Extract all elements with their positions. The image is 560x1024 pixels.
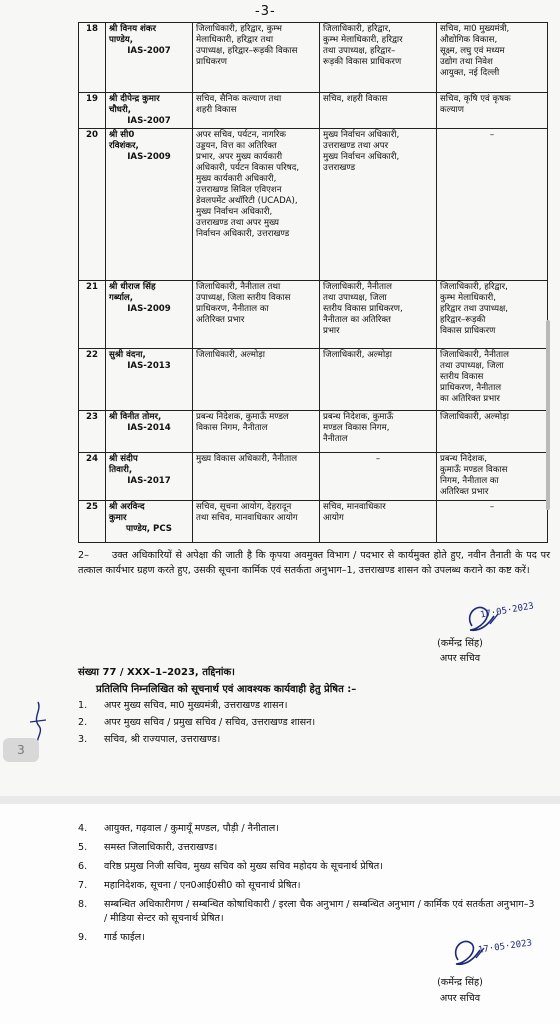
officer-name-line: श्री विनीत तोमर, bbox=[109, 412, 162, 422]
post-text-line: प्राधिकरण, नैनीताल bbox=[440, 383, 502, 393]
copy-list-top bbox=[78, 699, 538, 750]
serial-number: 23 bbox=[79, 411, 106, 453]
post-text-line: उत्तराखण्ड तथा अपर मुख्य bbox=[196, 218, 280, 228]
new-post-cell bbox=[437, 93, 548, 129]
officer-name-cell bbox=[106, 281, 193, 349]
relieved-post-cell bbox=[320, 23, 437, 93]
list-item-text: सम्बन्धित अधिकारीगण / सम्बन्धित कोषाधिकारी / इरला चैक अनुभाग / सम्बन्धित अनुभाग / कार्मिक एवं सतर्कता अनुभाग–3 / मीडिया सेन्टर को सूचनार्थ प्रेषित। bbox=[104, 899, 535, 924]
post-text-line: – bbox=[489, 130, 495, 140]
officer-name-cell bbox=[106, 349, 193, 411]
list-item bbox=[78, 822, 538, 836]
list-item-number: 4. bbox=[78, 823, 88, 834]
post-text-line: जिलाधिकारी, हरिद्वार, bbox=[440, 282, 508, 292]
post-text-line: सचिव, मा0 मुख्यमंत्री, bbox=[440, 24, 510, 34]
list-item-number: 5. bbox=[78, 842, 88, 853]
signature-2-date: 17·05·2023 bbox=[477, 938, 533, 956]
officer-name-line: श्री सी0 bbox=[109, 130, 135, 140]
post-text-line: मुख्य विकास अधिकारी, नैनीताल bbox=[196, 454, 298, 464]
officer-cadre: IAS-2007 bbox=[127, 46, 171, 56]
current-post-cell bbox=[193, 411, 320, 453]
post-text-line: उत्तराखण्ड सिविल एविएशन bbox=[196, 185, 282, 195]
post-text-line: सचिव, शहरी विकास bbox=[323, 94, 388, 104]
list-item-text: अपर मुख्य सचिव / प्रमुख सचिव / सचिव, उत्तराखण्ड शासन। bbox=[104, 717, 316, 728]
table-row bbox=[79, 501, 548, 543]
list-item-number: 6. bbox=[78, 861, 88, 872]
instruction-paragraph bbox=[78, 548, 550, 578]
serial-number: 22 bbox=[79, 349, 106, 411]
post-text-line: उपाध्यक्ष, हरिद्वार–रूड़की विकास bbox=[196, 46, 298, 56]
relieved-post-cell bbox=[320, 93, 437, 129]
officer-name-line: श्री अरविन्द bbox=[109, 502, 145, 512]
list-item bbox=[78, 699, 538, 713]
post-text-line: अतिरिक्त प्रभार bbox=[440, 487, 489, 497]
post-text-line: जिलाधिकारी, नैनीताल तथा bbox=[196, 282, 281, 292]
page-number: -3- bbox=[255, 4, 276, 19]
post-text-line: प्रबन्ध निदेशक, कुमाऊँ bbox=[323, 412, 394, 422]
post-text-line: तथा उपाध्यक्ष, हरिद्वार– bbox=[323, 46, 396, 56]
list-item-text: गार्ड फाईल। bbox=[104, 932, 145, 943]
table-row bbox=[79, 453, 548, 501]
post-text-line: हरिद्वार तथा उपाध्यक्ष, bbox=[440, 304, 508, 314]
officer-cadre: IAS-2007 bbox=[127, 116, 171, 126]
post-text-line: नैनीताल का अतिरिक्त bbox=[323, 315, 391, 325]
paragraph-text: उक्त अधिकारियों से अपेक्षा की जाती है कि कृपया अवमुक्त विभाग / पदभार से कार्यमुक्त होते हुए, नवीन तैनाती के पद पर तत्काल कार्यभार ग्रहण करते हुए, उसकी सूचना कार्मिक एवं सतर्कता अनुभाग–1, उत्तराखण्ड शासन को उपलब्ध कराने का कष्ट करें। bbox=[78, 550, 550, 576]
list-item bbox=[78, 898, 538, 926]
officer-name-line: श्री संदीप bbox=[109, 454, 138, 464]
signature-2-icon bbox=[446, 934, 556, 978]
post-text-line: जिलाधिकारी, अल्मोड़ा bbox=[440, 412, 509, 422]
copy-list-bottom bbox=[78, 822, 538, 950]
post-text-line: सचिव, सैनिक कल्याण तथा bbox=[196, 94, 282, 104]
table-row bbox=[79, 23, 548, 93]
officer-name-cell bbox=[106, 501, 193, 543]
serial-number: 18 bbox=[79, 23, 106, 93]
post-text-line: अतिरिक्त प्रभार bbox=[196, 315, 245, 325]
relieved-post-cell bbox=[320, 281, 437, 349]
officer-cadre: IAS-2009 bbox=[127, 304, 171, 314]
officer-cadre: IAS-2009 bbox=[127, 152, 171, 162]
viewer-page-badge[interactable]: 3 bbox=[3, 738, 39, 762]
relieved-post-cell bbox=[320, 411, 437, 453]
post-text-line: स्तरीय विकास प्राधिकरण, bbox=[323, 304, 403, 314]
post-text-line: प्रभार bbox=[323, 326, 340, 336]
table-row bbox=[79, 349, 548, 411]
post-text-line: – bbox=[375, 454, 381, 464]
relieved-post-cell bbox=[320, 453, 437, 501]
post-text-line: नैनीताल bbox=[323, 434, 348, 444]
current-post-cell bbox=[193, 23, 320, 93]
post-text-line: सचिव, कृषि एवं कृषक bbox=[440, 94, 511, 104]
post-text-line: मेलाधिकारी, हरिद्वार तथा bbox=[196, 35, 274, 45]
officer-name-line: चौधरी, bbox=[109, 105, 131, 115]
officer-cadre: IAS-2017 bbox=[127, 476, 171, 486]
serial-number: 20 bbox=[79, 129, 106, 281]
relieved-post-cell bbox=[320, 129, 437, 281]
new-post-cell bbox=[437, 281, 548, 349]
officer-name-line: श्री धीराज सिंह bbox=[109, 282, 156, 292]
officer-cadre: पाण्डेय, PCS bbox=[126, 524, 172, 534]
list-item-text: अपर मुख्य सचिव, मा0 मुख्यमंत्री, उत्तराखण्ड शासन। bbox=[104, 700, 288, 711]
post-text-line: उद्योग तथा निवेश bbox=[440, 57, 493, 67]
list-item-text: सचिव, श्री राज्यपाल, उत्तराखण्ड। bbox=[104, 734, 221, 745]
officer-name-line: श्री विनय शंकर bbox=[109, 24, 157, 34]
post-text-line: प्रबन्ध निदेशक, कुमाऊँ मण्डल bbox=[196, 412, 289, 422]
officer-name-cell bbox=[106, 453, 193, 501]
signature-1-date: 17·05·2023 bbox=[479, 601, 535, 621]
signature-1-name: (कर्मेन्द्र सिंह) bbox=[437, 638, 483, 649]
post-text-line: मुख्य निर्वाचन अधिकारी, bbox=[323, 152, 400, 162]
post-text-line: मुख्य कार्यकारी अधिकारी, bbox=[196, 174, 277, 184]
post-text-line: प्राधिकरण, नैनीताल का bbox=[196, 304, 269, 314]
table-row bbox=[79, 281, 548, 349]
officer-cadre: IAS-2013 bbox=[127, 361, 171, 371]
officer-name-line: कुमार bbox=[109, 513, 127, 523]
post-text-line: प्रबन्ध निदेशक, bbox=[440, 454, 487, 464]
post-text-line: कुमाऊँ मण्डल विकास bbox=[440, 465, 508, 475]
list-item-number: 2. bbox=[78, 717, 88, 728]
officer-name-line: पाण्डेय, bbox=[109, 35, 134, 45]
post-text-line: उपाध्यक्ष, जिला स्तरीय विकास bbox=[196, 293, 291, 303]
post-text-line: प्राधिकरण bbox=[196, 57, 227, 67]
post-text-line: जिलाधिकारी, नैनीताल bbox=[323, 282, 392, 292]
post-text-line: सूक्ष्म, लघु एवं मध्यम bbox=[440, 46, 505, 56]
post-text-line: अपर सचिव, पर्यटन, नागरिक bbox=[196, 130, 287, 140]
officer-name-line: श्री दीपेन्द्र कुमार bbox=[109, 94, 160, 104]
post-text-line: तथा उपाध्यक्ष, जिला bbox=[323, 293, 387, 303]
post-text-line: प्रभार, अपर मुख्य कार्यकारी bbox=[196, 152, 283, 162]
scrollbar[interactable] bbox=[546, 320, 550, 510]
list-item bbox=[78, 860, 538, 874]
list-item-number: 3. bbox=[78, 734, 88, 745]
post-text-line: अधिकारी, पर्यटन विकास परिषद, bbox=[196, 163, 300, 173]
post-text-line: डेवलपमेंट अथॉरिटी (UCADA), bbox=[196, 196, 298, 206]
officer-name-line: तिवारी, bbox=[109, 465, 133, 475]
post-text-line: जिलाधिकारी, हरिद्वार, कुम्भ bbox=[196, 24, 282, 34]
post-text-line: मुख्य निर्वाचन अधिकारी, bbox=[196, 207, 273, 217]
list-item-number: 8. bbox=[78, 899, 88, 910]
post-text-line: विकास निगम, नैनीताल bbox=[196, 423, 268, 433]
post-text-line: तथा सचिव, मानवाधिकार आयोग bbox=[196, 513, 298, 523]
serial-number: 24 bbox=[79, 453, 106, 501]
officer-name-line: रविशंकर, bbox=[109, 141, 139, 151]
post-text-line: विकास प्राधिकरण bbox=[440, 326, 496, 336]
list-item bbox=[78, 733, 538, 747]
post-text-line: – bbox=[489, 502, 495, 512]
paragraph-number: 2– bbox=[78, 550, 89, 561]
post-text-line: कुम्भ मेलाधिकारी, हरिद्वार bbox=[323, 35, 403, 45]
current-post-cell bbox=[193, 349, 320, 411]
relieved-post-cell bbox=[320, 349, 437, 411]
list-item-text: समस्त जिलाधिकारी, उत्तराखण्ड। bbox=[104, 842, 218, 853]
officer-name-cell bbox=[106, 23, 193, 93]
officer-cadre: IAS-2014 bbox=[127, 423, 171, 433]
post-text-line: उत्तराखण्ड bbox=[323, 163, 356, 173]
post-text-line: कल्याण bbox=[440, 105, 464, 115]
current-post-cell bbox=[193, 93, 320, 129]
officer-name-cell bbox=[106, 411, 193, 453]
list-item-number: 1. bbox=[78, 700, 88, 711]
serial-number: 25 bbox=[79, 501, 106, 543]
table-row bbox=[79, 129, 548, 281]
list-item-text: वरिष्ठ प्रमुख निजी सचिव, मुख्य सचिव को मुख्य सचिव महोदय के सूचनार्थ प्रेषित। bbox=[104, 861, 383, 872]
post-text-line: कुम्भ मेलाधिकारी, bbox=[440, 293, 496, 303]
relieved-post-cell bbox=[320, 501, 437, 543]
current-post-cell bbox=[193, 129, 320, 281]
serial-number: 19 bbox=[79, 93, 106, 129]
post-text-line: औद्योगिक विकास, bbox=[440, 35, 498, 45]
list-item-text: आयुक्त, गढ़वाल / कुमायूँ मण्डल, पौड़ी / नैनीताल। bbox=[104, 823, 279, 834]
current-post-cell bbox=[193, 501, 320, 543]
post-text-line: सचिव, सूचना आयोग, देहरादून bbox=[196, 502, 292, 512]
post-text-line: आयोग bbox=[323, 513, 344, 523]
post-text-line: निगम, नैनीताल का bbox=[440, 476, 499, 486]
list-item-number: 9. bbox=[78, 932, 88, 943]
officer-transfer-table bbox=[78, 22, 548, 543]
reference-number: संख्या 77 / XXX–1–2023, तद्दिनांक। bbox=[78, 667, 235, 678]
serial-number: 21 bbox=[79, 281, 106, 349]
post-text-line: जिलाधिकारी, अल्मोड़ा bbox=[323, 350, 392, 360]
list-item bbox=[78, 879, 538, 893]
list-item bbox=[78, 841, 538, 855]
officer-name-cell bbox=[106, 93, 193, 129]
new-post-cell bbox=[437, 411, 548, 453]
current-post-cell bbox=[193, 281, 320, 349]
table-row bbox=[79, 411, 548, 453]
post-text-line: उत्तराखण्ड तथा अपर bbox=[323, 141, 389, 151]
post-text-line: जिलाधिकारी, नैनीताल bbox=[440, 350, 509, 360]
post-text-line: जिलाधिकारी, अल्मोड़ा bbox=[196, 350, 265, 360]
list-item-text: महानिदेशक, सूचना / एन0आई0सी0 को सूचनार्थ प्रेषित। bbox=[104, 880, 301, 891]
post-text-line: तथा उपाध्यक्ष, जिला bbox=[440, 361, 504, 371]
officer-name-line: गर्ब्याल, bbox=[109, 293, 134, 303]
post-text-line: जिलाधिकारी, हरिद्वार, bbox=[323, 24, 391, 34]
post-text-line: उड्डयन, वित्त का अतिरिक्त bbox=[196, 141, 277, 151]
post-text-line: निर्वाचन अधिकारी, उत्तराखण्ड bbox=[196, 229, 290, 239]
post-text-line: का अतिरिक्त प्रभार bbox=[440, 394, 500, 404]
officer-name-line: सुश्री वंदना, bbox=[109, 350, 146, 360]
new-post-cell bbox=[437, 129, 548, 281]
post-text-line: रूड़की विकास प्राधिकरण bbox=[323, 57, 402, 67]
current-post-cell bbox=[193, 453, 320, 501]
new-post-cell bbox=[437, 453, 548, 501]
post-text-line: सचिव, मानवाधिकार bbox=[323, 502, 386, 512]
table-row bbox=[79, 93, 548, 129]
signature-2-designation: अपर सचिव bbox=[439, 993, 481, 1004]
officer-name-cell bbox=[106, 129, 193, 281]
post-text-line: शहरी विकास bbox=[196, 105, 237, 115]
post-text-line: हरिद्वार–रूड़की bbox=[440, 315, 486, 325]
list-item-number: 7. bbox=[78, 880, 88, 891]
post-text-line: स्तरीय विकास bbox=[440, 372, 484, 382]
list-item bbox=[78, 716, 538, 730]
new-post-cell bbox=[437, 501, 548, 543]
new-post-cell bbox=[437, 349, 548, 411]
post-text-line: मुख्य निर्वाचन अधिकारी, bbox=[323, 130, 400, 140]
signature-2-name: (कर्मेन्द्र सिंह) bbox=[437, 977, 483, 988]
new-post-cell bbox=[437, 23, 548, 93]
copy-heading: प्रतिलिपि निम्नलिखित को सूचनार्थ एवं आवश्यक कार्यवाही हेतु प्रेषित :– bbox=[96, 684, 357, 695]
post-text-line: आयुक्त, नई दिल्ली bbox=[440, 68, 500, 78]
signature-1-designation: अपर सचिव bbox=[439, 653, 481, 664]
post-text-line: मण्डल विकास निगम, bbox=[323, 423, 390, 433]
